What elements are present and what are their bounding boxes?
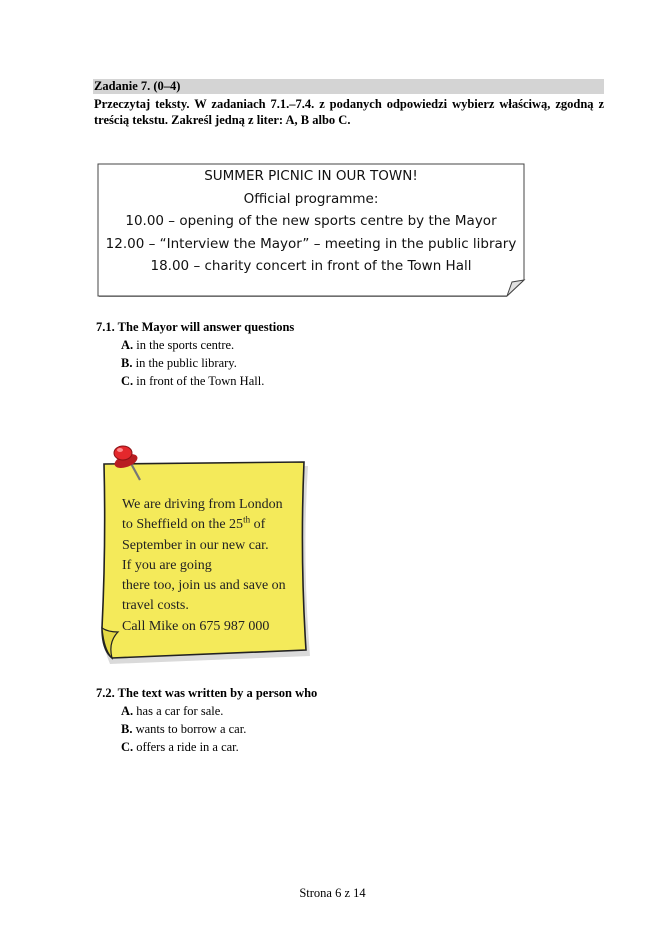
task-header: Zadanie 7. (0–4) — [93, 79, 604, 94]
note-text-before: to Sheffield on the 25 — [122, 517, 244, 533]
note-line — [122, 515, 312, 535]
notice-item: 12.00 – “Interview the Mayor” – meeting in the public library — [105, 235, 517, 252]
sticky-note — [96, 436, 336, 670]
option-text: has a car for sale. — [136, 704, 224, 718]
note-line: there too, join us and save on — [122, 578, 286, 594]
option-text: in front of the Town Hall. — [136, 374, 265, 388]
answer-option-a[interactable] — [96, 702, 317, 720]
option-letter: A. — [121, 704, 134, 718]
notice-item: 18.00 – charity concert in front of the Town Hall — [150, 258, 472, 274]
note-text-after: of — [253, 517, 266, 533]
answer-option-a[interactable] — [96, 336, 294, 354]
option-text: in the public library. — [135, 356, 237, 370]
option-text: in the sports centre. — [136, 338, 235, 352]
question-7-2 — [96, 684, 317, 756]
option-letter: B. — [121, 722, 133, 736]
answer-option-c[interactable] — [96, 738, 317, 756]
note-line: Call Mike on 675 987 000 — [122, 618, 270, 634]
option-text: wants to borrow a car. — [135, 722, 247, 736]
option-text: offers a ride in a car. — [136, 740, 239, 754]
answer-option-c[interactable] — [96, 372, 294, 390]
notice-subtitle: Official programme: — [243, 190, 379, 207]
page-number: Strona 6 z 14 — [299, 886, 366, 900]
answer-option-b[interactable] — [96, 354, 294, 372]
notice-item: 10.00 – opening of the new sports centre by the Mayor — [125, 213, 497, 229]
question-stem: 7.1. The Mayor will answer questions — [96, 320, 295, 334]
answer-option-b[interactable] — [96, 720, 317, 738]
picnic-notice — [96, 160, 526, 297]
option-letter: C. — [121, 740, 134, 754]
question-stem: 7.2. The text was written by a person who — [96, 686, 318, 700]
note-line: If you are going — [122, 557, 212, 573]
note-superscript: th — [243, 514, 251, 525]
question-7-1 — [96, 318, 294, 390]
notice-title: SUMMER PICNIC IN OUR TOWN! — [204, 168, 418, 184]
option-letter: C. — [121, 374, 134, 388]
note-line: We are driving from London — [122, 497, 283, 512]
note-line: travel costs. — [122, 598, 189, 614]
note-line: September in our new car. — [122, 537, 269, 553]
option-letter: B. — [121, 356, 133, 370]
task-instructions: Przeczytaj teksty. W zadaniach 7.1.–7.4. z podanych odpowiedzi wybierz właściwą, zgodną z treścią tekstu. Zakreśl jedną z liter: A, B albo C. — [94, 97, 604, 127]
option-letter: A. — [121, 338, 134, 352]
